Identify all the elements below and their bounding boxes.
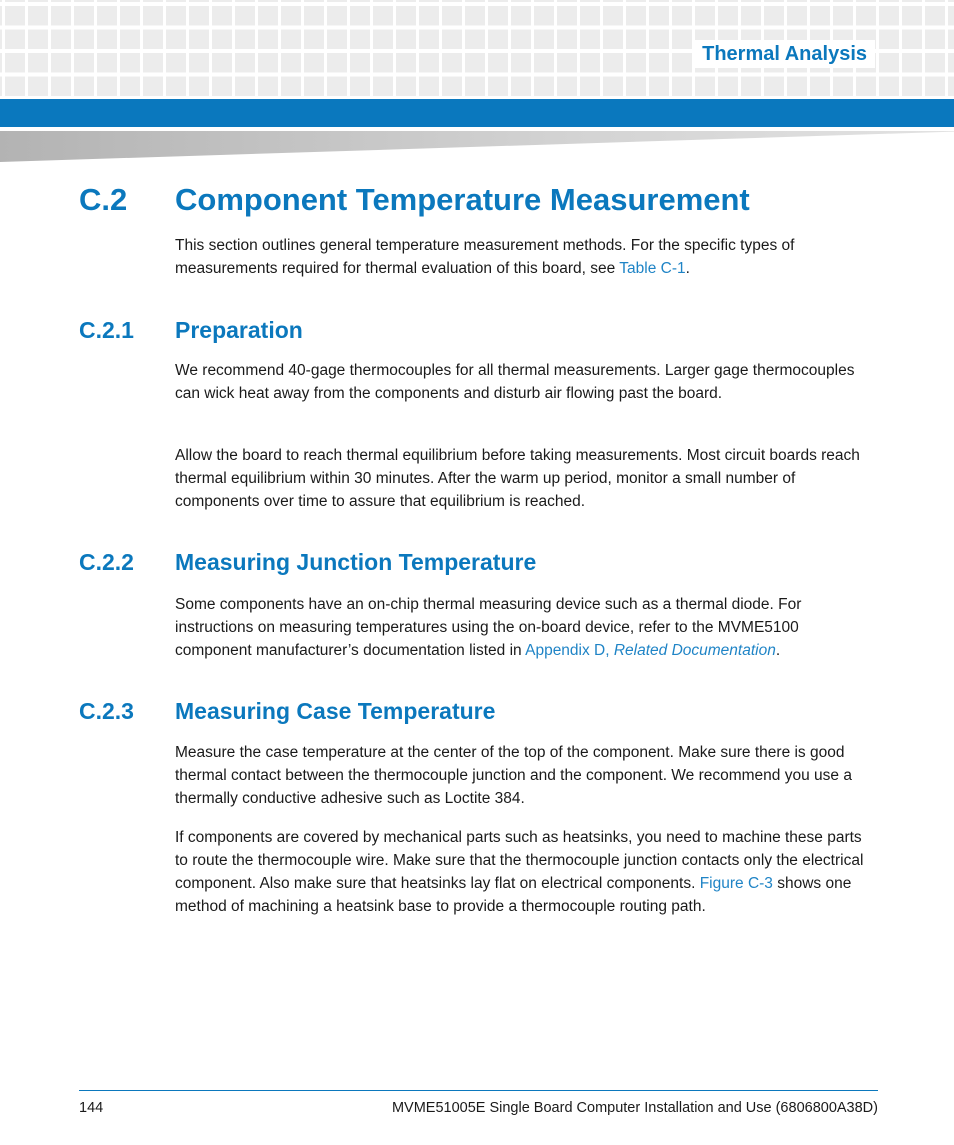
subsection-title: Measuring Case Temperature: [175, 698, 496, 724]
intro-text: This section outlines general temperature measurement methods. For the specific types of measurements required for thermal evaluation of this board, see: [175, 237, 795, 277]
related-documentation-label: Related Documentation: [613, 642, 776, 659]
subsection-title: Preparation: [175, 317, 303, 343]
junction-end: .: [775, 642, 781, 659]
section-intro: [175, 234, 875, 280]
appendix-d-link[interactable]: [525, 642, 776, 659]
section-title: Component Temperature Measurement: [175, 182, 750, 217]
preparation-paragraph-1: We recommend 40-gage thermocouples for all thermal measurements. Larger gage thermocouples can wick heat away from the components and disturb air flowing past the board.: [175, 362, 855, 402]
page-number: 144: [79, 1100, 104, 1116]
case-paragraph-1: Measure the case temperature at the center of the top of the component. Make sure there is good thermal contact between the thermocouple junction and the component. We recommend you use a thermally conductive adhesive such as Loctite 384.: [175, 744, 852, 807]
section-number: C.2: [79, 182, 128, 217]
preparation-paragraph-2: Allow the board to reach thermal equilibrium before taking measurements. Most circuit boards reach thermal equilibrium within 30 minutes. After the warm up period, monitor a small number of components over time to assure that equilibrium is reached.: [175, 447, 860, 510]
junction-paragraph: [175, 593, 875, 662]
subsection-number: C.2.3: [79, 698, 134, 724]
header-gray-wedge: [0, 131, 954, 162]
document-title: MVME51005E Single Board Computer Installation and Use (6806800A38D): [391, 1100, 878, 1116]
header-blue-band: [0, 99, 954, 127]
intro-end: .: [685, 260, 690, 277]
appendix-d-label: Appendix D,: [525, 642, 614, 659]
subsection-title: Measuring Junction Temperature: [175, 549, 537, 575]
case-paragraph-2: [175, 826, 875, 918]
table-c1-link[interactable]: Table C-1: [619, 260, 686, 277]
subsection-number: C.2.1: [79, 317, 134, 343]
case-text: If components are covered by mechanical parts such as heatsinks, you need to machine these parts to route the thermocouple wire. Make sure that the thermocouple junction contacts only the electrical component. Also make sure that heatsinks lay flat on electrical components.: [175, 829, 864, 892]
junction-text: Some components have an on-chip thermal measuring device such as a thermal diode. For instructions on measuring temperatures using the on-board device, refer to the MVME5100 component manufacturer’s documentation listed in: [175, 596, 802, 659]
subsection-number: C.2.2: [79, 549, 134, 575]
figure-c3-link[interactable]: Figure C-3: [699, 875, 773, 892]
footer-rule: [79, 1090, 878, 1091]
chapter-title: Thermal Analysis: [694, 40, 875, 68]
case-text-end: shows one method of machining a heatsink base to provide a thermocouple routing path.: [175, 875, 852, 915]
